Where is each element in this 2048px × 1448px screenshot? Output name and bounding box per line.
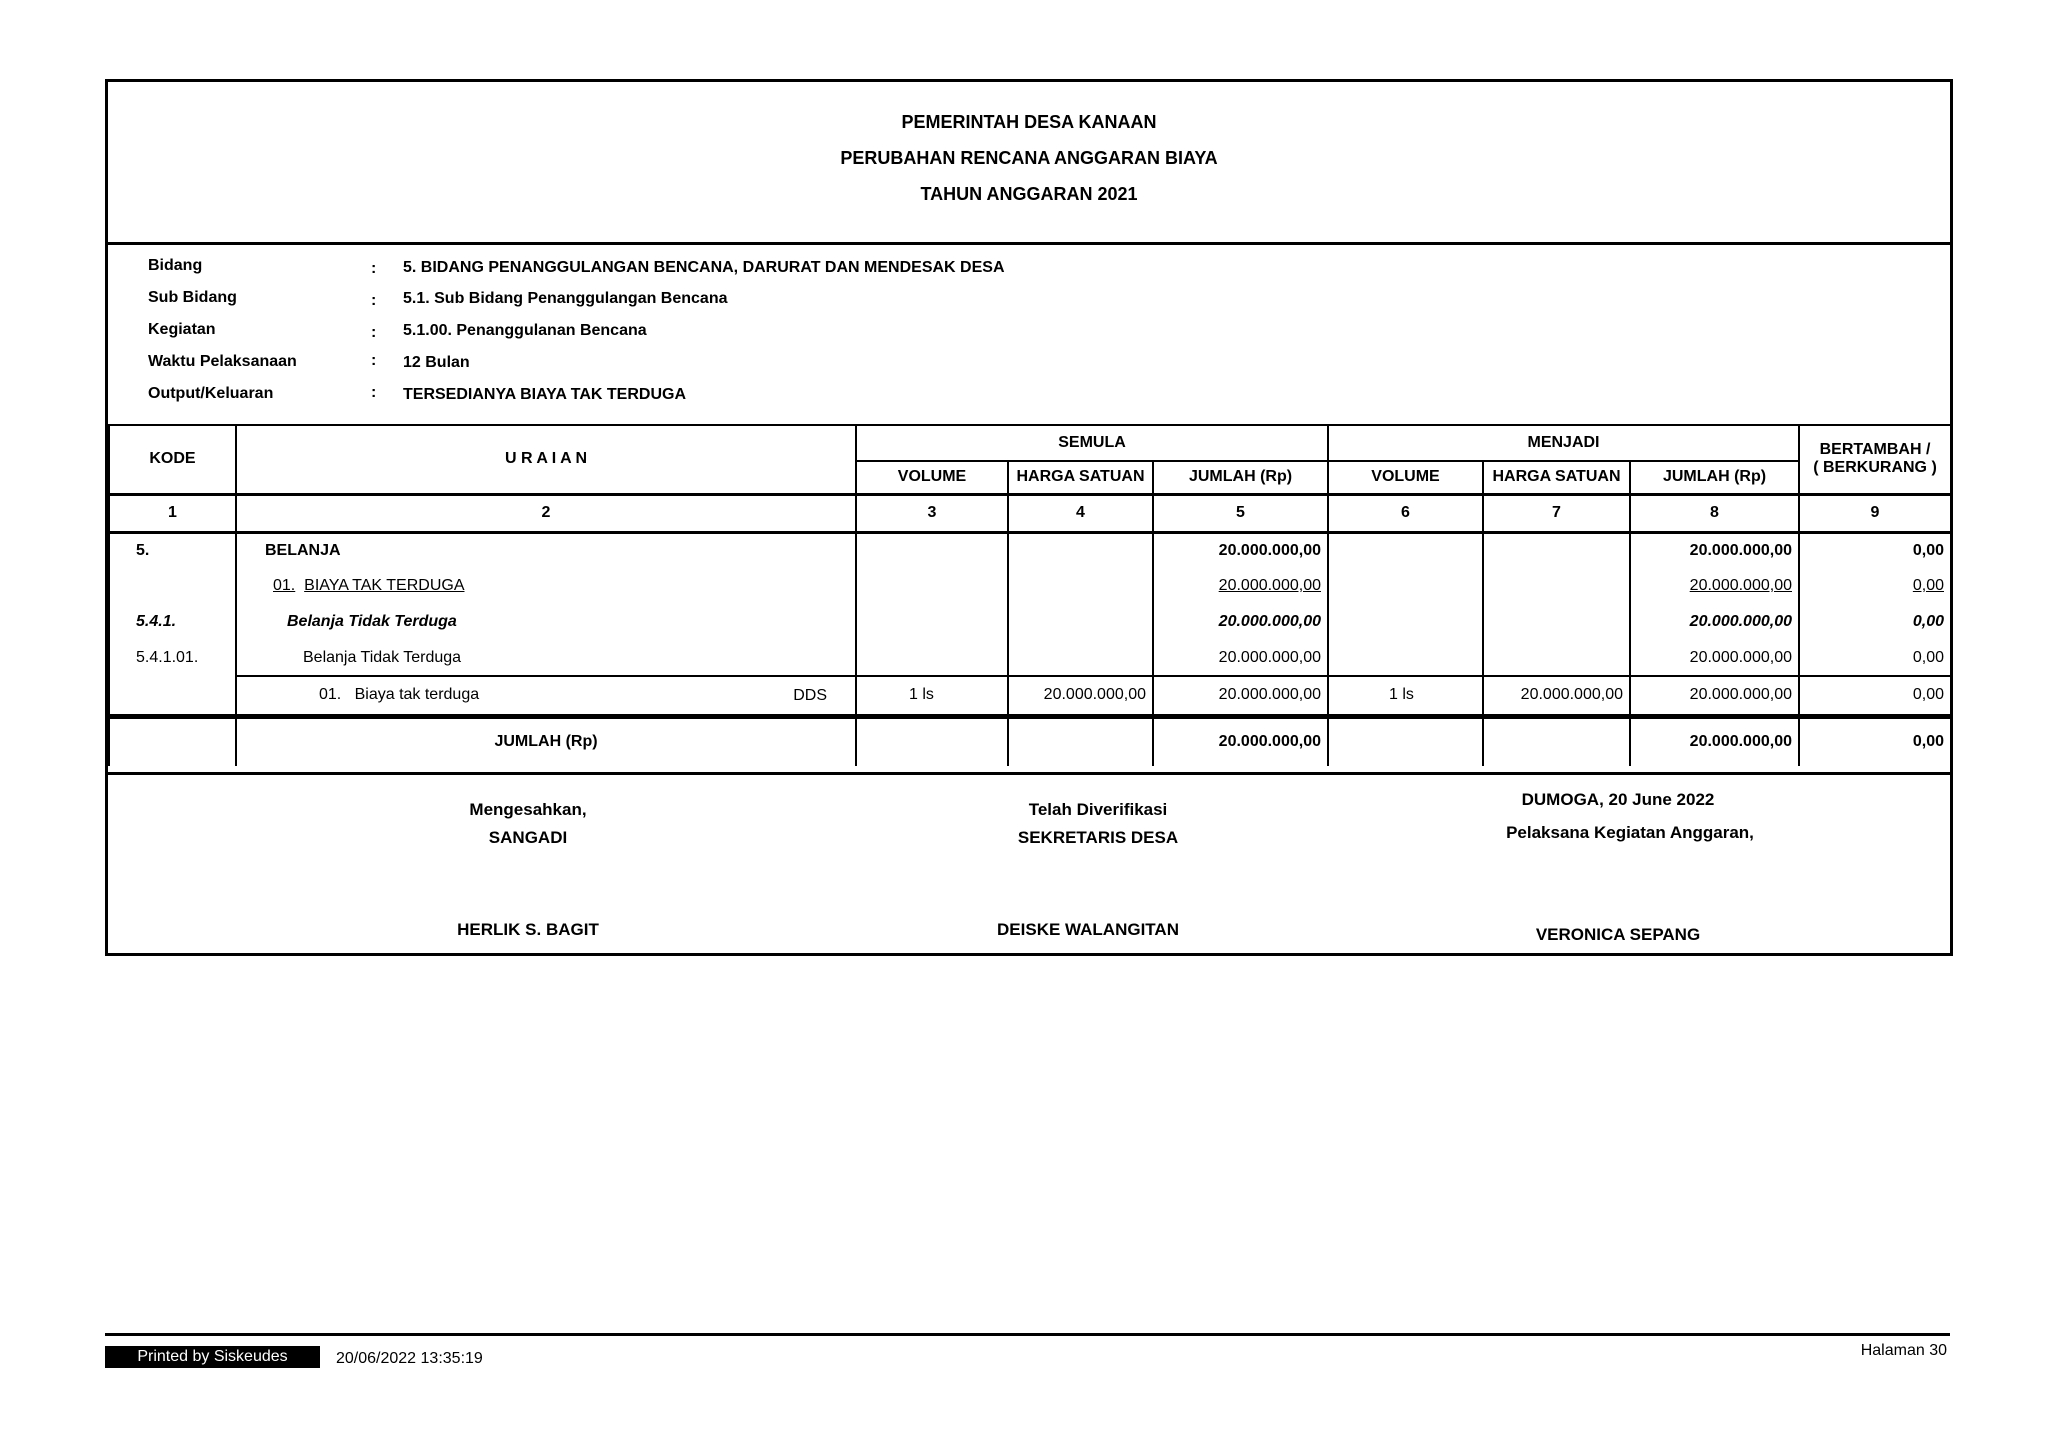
total-jumlah-semula: 20.000.000,00 bbox=[1153, 716, 1328, 766]
row-uraian: BIAYA TAK TERDUGA bbox=[304, 577, 465, 594]
info-value-sub-bidang: 5.1. Sub Bidang Penanggulangan Bencana bbox=[403, 290, 728, 307]
item-volume-semula: 1 ls bbox=[856, 676, 1008, 716]
row-uraian: Belanja Tidak Terduga bbox=[236, 640, 856, 676]
row-uraian: Belanja Tidak Terduga bbox=[236, 604, 856, 640]
item-uraian: Biaya tak terduga bbox=[354, 686, 480, 704]
row-kode: 5.4.1. bbox=[109, 604, 236, 640]
info-colon: : bbox=[371, 352, 377, 369]
report-title-document: PERUBAHAN RENCANA ANGGARAN BIAYA bbox=[840, 148, 1218, 168]
row-kode: 5.4.1.01. bbox=[109, 640, 236, 676]
sig-right-role: Pelaksana Kegiatan Anggaran, bbox=[1506, 823, 1754, 842]
col-number: 5 bbox=[1153, 494, 1328, 532]
sig-left-role: SANGADI bbox=[488, 828, 568, 847]
col-header-kode: KODE bbox=[109, 425, 236, 494]
item-harga-semula: 20.000.000,00 bbox=[1008, 676, 1153, 716]
col-header-selisih bbox=[1799, 425, 1951, 494]
col-header-semula: SEMULA bbox=[856, 425, 1328, 461]
item-prefix: 01. bbox=[319, 686, 342, 704]
col-number: 4 bbox=[1008, 494, 1153, 532]
print-timestamp: 20/06/2022 13:35:19 bbox=[336, 1350, 483, 1367]
row-jumlah-semula: 20.000.000,00 bbox=[1153, 568, 1328, 604]
item-uraian-cell bbox=[236, 676, 856, 716]
info-label-kegiatan: Kegiatan bbox=[148, 321, 216, 338]
report-title-government: PEMERINTAH DESA KANAAN bbox=[901, 112, 1157, 132]
col-number: 1 bbox=[109, 494, 236, 532]
info-label-output: Output/Keluaran bbox=[148, 385, 274, 402]
sig-middle-title: Telah Diverifikasi bbox=[1028, 800, 1168, 819]
col-number: 2 bbox=[236, 494, 856, 532]
row-jumlah-semula: 20.000.000,00 bbox=[1153, 640, 1328, 676]
info-label-sub-bidang: Sub Bidang bbox=[148, 289, 237, 306]
info-value-kegiatan: 5.1.00. Penanggulanan Bencana bbox=[403, 322, 647, 339]
item-kode-empty bbox=[109, 676, 236, 716]
row-kode bbox=[109, 568, 236, 604]
col-number: 9 bbox=[1799, 494, 1951, 532]
table-row-total bbox=[109, 716, 1951, 766]
total-selisih: 0,00 bbox=[1799, 716, 1951, 766]
info-value-waktu: 12 Bulan bbox=[403, 354, 470, 371]
item-sumber-dana: DDS bbox=[793, 687, 827, 704]
row-prefix: 01. bbox=[273, 577, 296, 594]
sig-middle-name: DEISKE WALANGITAN bbox=[997, 920, 1179, 939]
sig-right-place-date: DUMOGA, 20 June 2022 bbox=[1521, 790, 1715, 809]
col-header-berkurang: ( BERKURANG ) bbox=[1813, 459, 1937, 477]
col-number: 7 bbox=[1483, 494, 1630, 532]
item-selisih: 0,00 bbox=[1799, 676, 1951, 716]
col-number: 3 bbox=[856, 494, 1008, 532]
col-header-jumlah-semula: JUMLAH (Rp) bbox=[1153, 461, 1328, 494]
table-row bbox=[109, 568, 1951, 604]
page-number: Halaman 30 bbox=[1860, 1342, 1947, 1359]
table-row bbox=[109, 604, 1951, 640]
row-uraian-cell bbox=[236, 568, 856, 604]
item-harga-menjadi: 20.000.000,00 bbox=[1483, 676, 1630, 716]
row-jumlah-menjadi: 20.000.000,00 bbox=[1630, 604, 1799, 640]
row-jumlah-semula: 20.000.000,00 bbox=[1153, 604, 1328, 640]
row-jumlah-menjadi: 20.000.000,00 bbox=[1630, 568, 1799, 604]
col-header-jumlah-menjadi: JUMLAH (Rp) bbox=[1630, 461, 1799, 494]
budget-table bbox=[108, 424, 1952, 766]
item-jumlah-semula: 20.000.000,00 bbox=[1153, 676, 1328, 716]
table-row bbox=[109, 640, 1951, 676]
col-header-harga-menjadi: HARGA SATUAN bbox=[1483, 461, 1630, 494]
row-kode: 5. bbox=[109, 532, 236, 568]
col-number: 8 bbox=[1630, 494, 1799, 532]
info-colon: : bbox=[371, 292, 377, 309]
info-value-bidang: 5. BIDANG PENANGGULANGAN BENCANA, DARURAT DAN MENDESAK DESA bbox=[403, 259, 1005, 276]
table-row-item bbox=[109, 676, 1951, 716]
col-number: 6 bbox=[1328, 494, 1483, 532]
info-label-bidang: Bidang bbox=[148, 257, 203, 274]
info-colon: : bbox=[371, 324, 377, 341]
row-uraian: BELANJA bbox=[236, 532, 856, 568]
row-selisih: 0,00 bbox=[1799, 532, 1951, 568]
sig-middle-role: SEKRETARIS DESA bbox=[1017, 828, 1179, 847]
sig-left-name: HERLIK S. BAGIT bbox=[457, 920, 599, 939]
report-title-year: TAHUN ANGGARAN 2021 bbox=[920, 184, 1138, 204]
col-header-volume-semula: VOLUME bbox=[856, 461, 1008, 494]
col-header-harga-semula: HARGA SATUAN bbox=[1008, 461, 1153, 494]
report-frame bbox=[105, 79, 1953, 956]
row-jumlah-menjadi: 20.000.000,00 bbox=[1630, 532, 1799, 568]
item-jumlah-menjadi: 20.000.000,00 bbox=[1630, 676, 1799, 716]
row-jumlah-menjadi: 20.000.000,00 bbox=[1630, 640, 1799, 676]
col-header-uraian: U R A I A N bbox=[236, 425, 856, 494]
sig-left-title: Mengesahkan, bbox=[469, 800, 587, 819]
signature-divider bbox=[108, 772, 1950, 775]
col-header-volume-menjadi: VOLUME bbox=[1328, 461, 1483, 494]
item-volume-menjadi: 1 ls bbox=[1328, 676, 1483, 716]
info-colon: : bbox=[371, 384, 377, 401]
row-selisih: 0,00 bbox=[1799, 604, 1951, 640]
sig-right-name: VERONICA SEPANG bbox=[1535, 925, 1701, 944]
row-selisih: 0,00 bbox=[1799, 640, 1951, 676]
col-header-bertambah: BERTAMBAH / bbox=[1819, 441, 1931, 459]
info-colon: : bbox=[371, 260, 377, 277]
table-row bbox=[109, 532, 1951, 568]
total-jumlah-menjadi: 20.000.000,00 bbox=[1630, 716, 1799, 766]
col-header-menjadi: MENJADI bbox=[1328, 425, 1799, 461]
row-selisih: 0,00 bbox=[1799, 568, 1951, 604]
printed-by-badge: Printed by Siskeudes bbox=[105, 1346, 320, 1368]
info-value-output: TERSEDIANYA BIAYA TAK TERDUGA bbox=[403, 386, 687, 403]
info-label-waktu: Waktu Pelaksanaan bbox=[148, 353, 297, 370]
row-jumlah-semula: 20.000.000,00 bbox=[1153, 532, 1328, 568]
footer-divider bbox=[105, 1333, 1950, 1336]
header-divider bbox=[108, 242, 1950, 245]
total-label: JUMLAH (Rp) bbox=[236, 716, 856, 766]
